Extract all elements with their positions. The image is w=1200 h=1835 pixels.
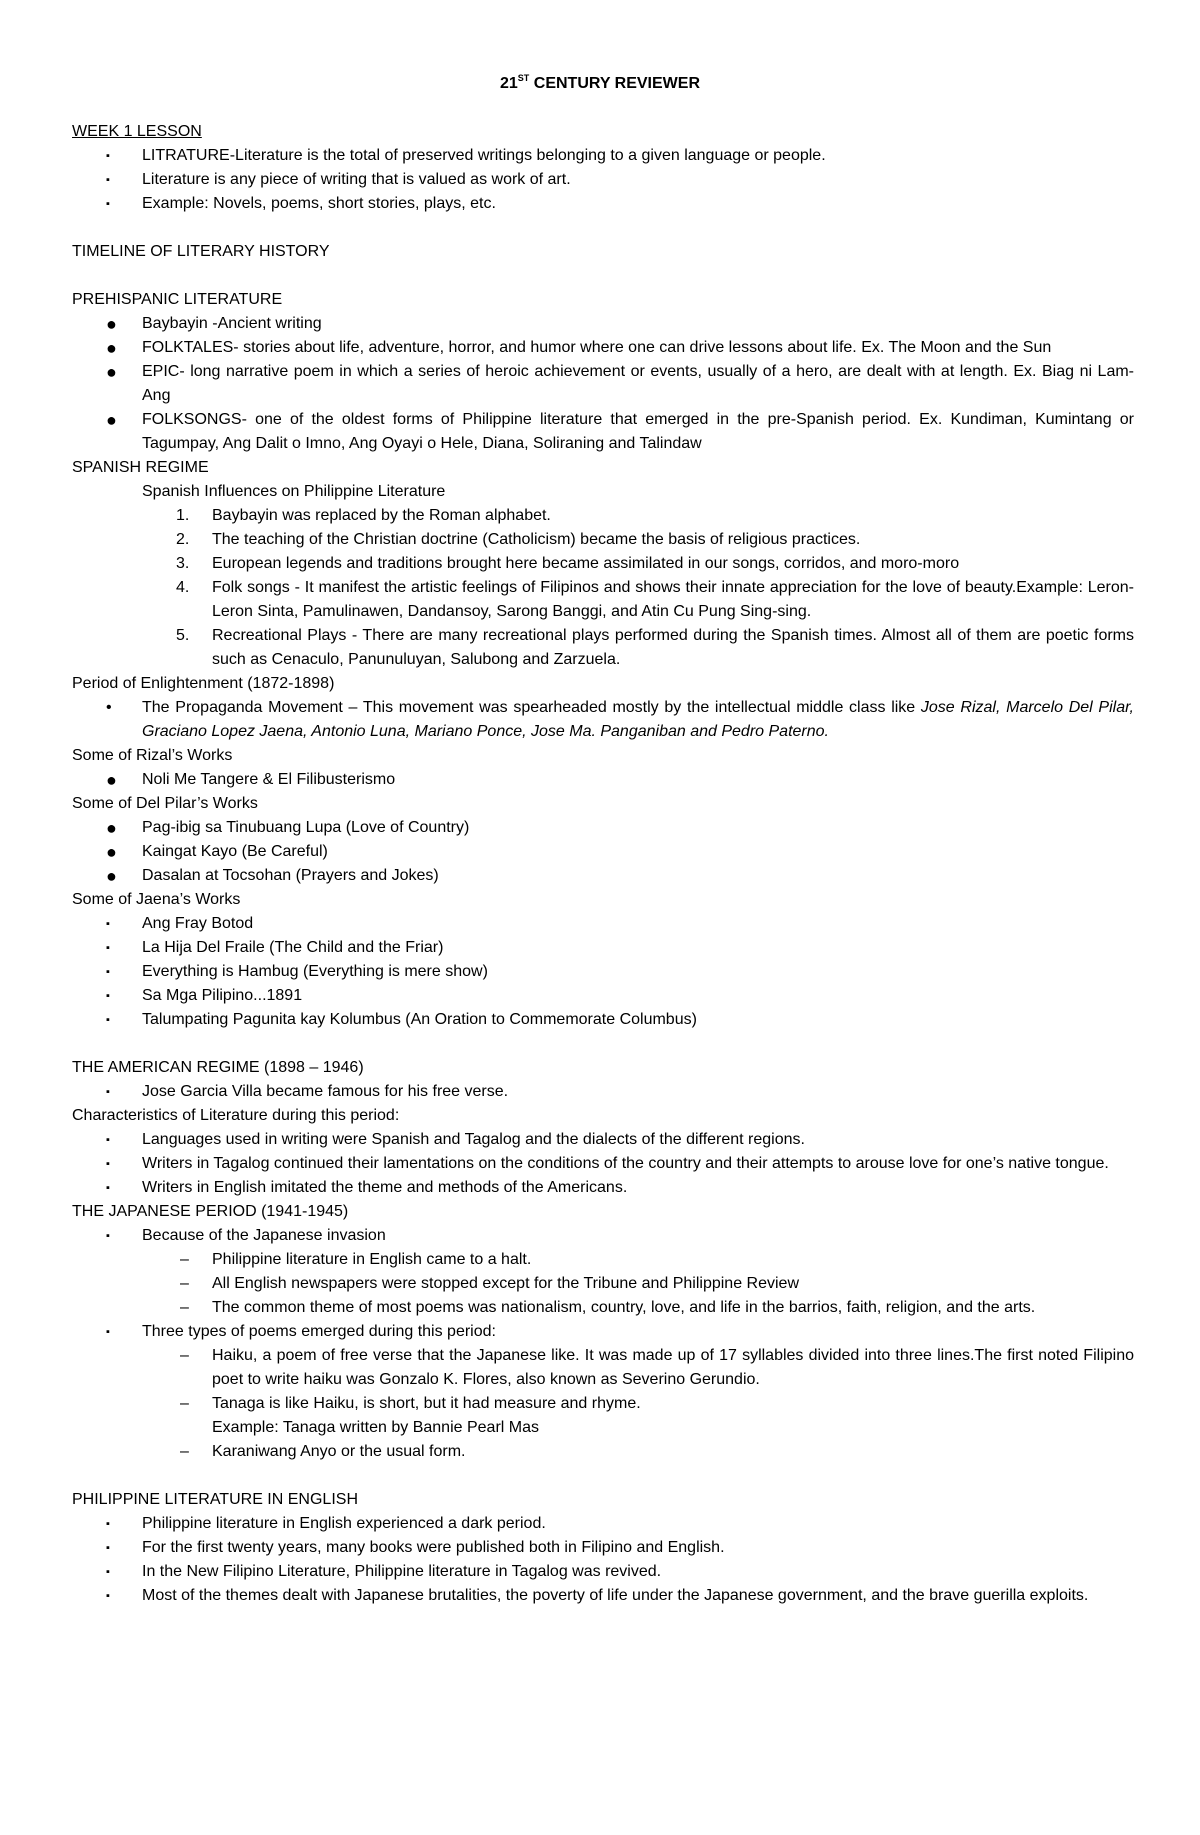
list-item: ▪ Jose Garcia Villa became famous for his free verse. xyxy=(72,1080,1134,1104)
list-item: ▪ Most of the themes dealt with Japanese brutalities, the poverty of life under the Japanese government, and the brave guerilla exploits. xyxy=(72,1584,1134,1608)
bullet-square-icon: ▪ xyxy=(106,990,110,1002)
list-item: – Karaniwang Anyo or the usual form. xyxy=(72,1440,1134,1464)
list-item: ● Kaingat Kayo (Be Careful) xyxy=(106,842,328,862)
bullet-dash-icon: – xyxy=(180,1251,189,1268)
bullet-square-icon: ▪ xyxy=(106,150,110,162)
tanaga-example: Example: Tanaga written by Bannie Pearl Mas xyxy=(212,1419,539,1436)
bullet-dash-icon: – xyxy=(180,1347,189,1364)
bullet-square-icon: ▪ xyxy=(106,1518,110,1530)
week1-list xyxy=(72,144,1134,216)
title-number: 21 xyxy=(500,75,518,92)
american-heading: THE AMERICAN REGIME (1898 – 1946) xyxy=(72,1059,364,1076)
list-item: ● Baybayin -Ancient writing xyxy=(106,314,322,334)
list-item: ● FOLKTALES- stories about life, adventure, horror, and humor where one can drive lessons about life. Ex. The Moon and the Sun xyxy=(106,338,1052,358)
rizal-list xyxy=(72,768,1134,792)
list-item: ▪ Talumpating Pagunita kay Kolumbus (An Oration to Commemorate Columbus) xyxy=(72,1008,1134,1032)
spanish-numbered-list xyxy=(72,504,1134,672)
list-item: 3. European legends and traditions brought here became assimilated in our songs, corridos, and moro-moro xyxy=(176,555,960,572)
bullet-square-icon: ▪ xyxy=(106,966,110,978)
list-item: 4. Folk songs - It manifest the artistic feelings of Filipinos and shows their innate appreciation for the love of beauty.Example: Leron-Leron Sinta, Pamulinawen, Dandansoy, Sarong Banggi, and Atin Cu Pung Sing-sing. xyxy=(176,579,1134,620)
list-item: – Tanaga is like Haiku, is short, but it had measure and rhyme. Example: Tanaga written by Bannie Pearl Mas xyxy=(72,1392,1134,1440)
list-item: 5. Recreational Plays - There are many recreational plays performed during the Spanish times. Almost all of them are poetic forms such as Cenaculo, Panunuluyan, Salubong and Zarzuela. xyxy=(176,627,1134,668)
bullet-square-icon: ▪ xyxy=(106,1182,110,1194)
characteristics-heading: Characteristics of Literature during this period: xyxy=(72,1107,400,1124)
list-item: – Philippine literature in English came to a halt. xyxy=(72,1248,1134,1272)
list-item: ▪ For the first twenty years, many books were published both in Filipino and English. xyxy=(72,1536,1134,1560)
bullet-dot-icon: ● xyxy=(106,410,117,430)
bullet-square-icon: ▪ xyxy=(106,174,110,186)
bullet-square-icon: ▪ xyxy=(106,1326,110,1338)
bullet-dot-icon: ● xyxy=(106,866,117,886)
list-item: ▪ In the New Filipino Literature, Philippine literature in Tagalog was revived. xyxy=(72,1560,1134,1584)
american-list xyxy=(72,1080,1134,1104)
document-title xyxy=(0,72,1200,96)
prehispanic-list xyxy=(72,312,1134,456)
list-item: 2. The teaching of the Christian doctrine (Catholicism) became the basis of religious practices. xyxy=(176,531,861,548)
japanese-list xyxy=(72,1224,1134,1248)
japanese-heading: THE JAPANESE PERIOD (1941-1945) xyxy=(72,1203,349,1220)
list-item: ▪ Three types of poems emerged during this period: xyxy=(72,1320,1134,1344)
english-heading: PHILIPPINE LITERATURE IN ENGLISH xyxy=(72,1491,358,1508)
list-item: • The Propaganda Movement – This movement was spearheaded mostly by the intellectual middle class like Jose Rizal, Marcelo Del Pilar, Graciano Lopez Jaena, Antonio Luna, Mariano Ponce, Jose Ma. Panganiban and Pedro Paterno. xyxy=(72,696,1134,744)
spanish-heading: SPANISH REGIME xyxy=(72,459,209,476)
bullet-dash-icon: – xyxy=(180,1299,189,1316)
bullet-dash-icon: – xyxy=(180,1443,189,1460)
title-text: CENTURY REVIEWER xyxy=(529,75,700,92)
jaena-list xyxy=(72,912,1134,1032)
list-item: ▪ Everything is Hambug (Everything is mere show) xyxy=(72,960,1134,984)
list-item: ● FOLKSONGS- one of the oldest forms of Philippine literature that emerged in the pre-Spanish period. Ex. Kundiman, Kumintang or Tagumpay, Ang Dalit o Imno, Ang Oyayi o Hele, Diana, Soliraning and Talindaw xyxy=(106,410,1134,452)
document-body xyxy=(72,120,1134,1608)
japanese-sublist-invasion xyxy=(72,1248,1134,1320)
bullet-dot-icon: ● xyxy=(106,818,117,838)
bullet-square-icon: ▪ xyxy=(106,1158,110,1170)
enlightenment-list xyxy=(72,696,1134,744)
bullet-square-icon: ▪ xyxy=(106,198,110,210)
bullet-dot-icon: ● xyxy=(106,314,117,334)
list-item: ▪ Writers in English imitated the theme and methods of the Americans. xyxy=(72,1176,1134,1200)
list-item: ▪ Ang Fray Botod xyxy=(72,912,1134,936)
bullet-dot-icon: ● xyxy=(106,842,117,862)
week1-heading: WEEK 1 LESSON xyxy=(72,123,202,140)
characteristics-list xyxy=(72,1128,1134,1200)
list-item: ▪ Example: Novels, poems, short stories, plays, etc. xyxy=(72,192,1134,216)
list-item: ● Dasalan at Tocsohan (Prayers and Jokes) xyxy=(106,866,439,886)
list-item: ▪ Philippine literature in English experienced a dark period. xyxy=(72,1512,1134,1536)
bullet-square-icon: ▪ xyxy=(106,1134,110,1146)
title-superscript: ST xyxy=(517,73,530,83)
delpilar-heading: Some of Del Pilar’s Works xyxy=(72,795,258,812)
list-item: ▪ LITRATURE-Literature is the total of preserved writings belonging to a given language or people. xyxy=(72,144,1134,168)
spanish-subheading: Spanish Influences on Philippine Literature xyxy=(142,483,446,500)
list-item: ▪ Sa Mga Pilipino...1891 xyxy=(72,984,1134,1008)
list-item: ▪ Literature is any piece of writing that is valued as work of art. xyxy=(72,168,1134,192)
japanese-sublist-poems xyxy=(72,1344,1134,1464)
rizal-heading: Some of Rizal’s Works xyxy=(72,747,233,764)
bullet-square-icon: ▪ xyxy=(106,1590,110,1602)
list-item: ▪ La Hija Del Fraile (The Child and the Friar) xyxy=(72,936,1134,960)
bullet-dash-icon: – xyxy=(180,1275,189,1292)
list-item: ● Noli Me Tangere & El Filibusterismo xyxy=(106,770,396,790)
bullet-dot-icon: ● xyxy=(106,770,117,790)
list-item: ● Pag-ibig sa Tinubuang Lupa (Love of Country) xyxy=(106,818,470,838)
bullet-square-icon: ▪ xyxy=(106,942,110,954)
bullet-square-icon: ▪ xyxy=(106,1230,110,1242)
bullet-dot-icon: ● xyxy=(106,362,117,382)
delpilar-list xyxy=(72,816,1134,888)
list-item: ▪ Languages used in writing were Spanish and Tagalog and the dialects of the different regions. xyxy=(72,1128,1134,1152)
bullet-dot-icon: ● xyxy=(106,338,117,358)
bullet-square-icon: ▪ xyxy=(106,918,110,930)
prehispanic-heading: PREHISPANIC LITERATURE xyxy=(72,291,283,308)
list-item: ● EPIC- long narrative poem in which a series of heroic achievement or events, usually of a hero, are dealt with at length. Ex. Biag ni Lam-Ang xyxy=(106,362,1134,404)
bullet-square-icon: ▪ xyxy=(106,1086,110,1098)
list-item: – All English newspapers were stopped except for the Tribune and Philippine Review xyxy=(72,1272,1134,1296)
bullet-dash-icon: – xyxy=(180,1395,189,1412)
japanese-list-2 xyxy=(72,1320,1134,1344)
timeline-heading: TIMELINE OF LITERARY HISTORY xyxy=(72,243,330,260)
english-list xyxy=(72,1512,1134,1608)
enlightenment-heading: Period of Enlightenment (1872-1898) xyxy=(72,675,335,692)
jaena-heading: Some of Jaena’s Works xyxy=(72,891,241,908)
list-item: ▪ Writers in Tagalog continued their lamentations on the conditions of the country and their attempts to arouse love for one’s native tongue. xyxy=(72,1152,1134,1176)
bullet-square-icon: ▪ xyxy=(106,1014,110,1026)
bullet-diamond-icon: • xyxy=(106,699,112,716)
list-item: – The common theme of most poems was nationalism, country, love, and life in the barrios, faith, religion, and the arts. xyxy=(72,1296,1134,1320)
list-item: – Haiku, a poem of free verse that the Japanese like. It was made up of 17 syllables divided into three lines.The first noted Filipino poet to write haiku was Gonzalo K. Flores, also known as Severino Gerundio. xyxy=(72,1344,1134,1392)
list-item: ▪ Because of the Japanese invasion xyxy=(72,1224,1134,1248)
bullet-square-icon: ▪ xyxy=(106,1542,110,1554)
list-item: 1. Baybayin was replaced by the Roman alphabet. xyxy=(176,507,551,524)
bullet-square-icon: ▪ xyxy=(106,1566,110,1578)
